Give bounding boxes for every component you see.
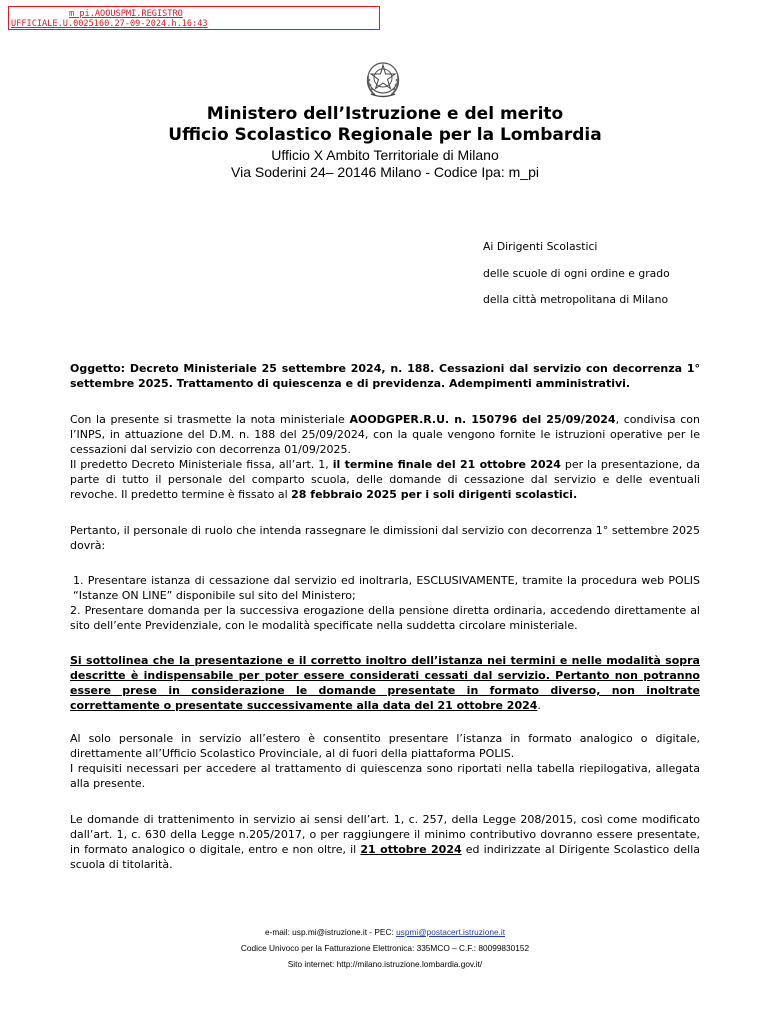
- step-item: 1. Presentare istanza di cessazione dal servizio ed inoltrarla, ESCLUSIVAMENTE, tramite la procedura web POLIS “Istanze ON LINE” disponibile sul sito del Ministero;: [73, 574, 700, 602]
- retention-deadline: 21 ottobre 2024: [360, 843, 462, 856]
- deadline-text: per la presentazione, da parte di tutto il personale del comparto scuola, delle domande di cessazione dal servizio e delle eventuali revoche. Il predetto termine è fissato al: [70, 458, 700, 501]
- requirements-text: I requisiti necessari per accedere al trattamento di quiescenza sono riportati nella tabella riepilogativa, allegata alla presente.: [70, 762, 700, 790]
- recipient-line: Ai Dirigenti Scolastici: [483, 240, 598, 253]
- page-footer: [0, 924, 770, 972]
- protocol-stamp: [8, 6, 380, 30]
- step-item: 2. Presentare domanda per la successiva erogazione della pensione diretta ordinaria, accedendo direttamente al sito dell’ente Previdenziale, con le modalità specificate nella suddetta circolare ministeriale.: [70, 604, 700, 632]
- department-name: Ufficio X Ambito Territoriale di Milano: [271, 147, 499, 163]
- subject-line: Oggetto: Decreto Ministeriale 25 settembre 2024, n. 188. Cessazioni dal servizio con decorrenza 1° settembre 2025. Trattamento di quiescenza e di previdenza. Adempimenti amministrativi.: [70, 362, 700, 390]
- abroad-paragraph: [70, 731, 700, 791]
- contact-line: [0, 924, 770, 940]
- note-reference: AOODGPER.R.U. n. 150796 del 25/09/2024: [349, 413, 616, 426]
- intro-text: Con la presente si trasmette la nota ministeriale: [70, 413, 350, 426]
- deadline-text: Il predetto Decreto Ministeriale fissa, all’art. 1,: [70, 458, 333, 471]
- website-line: Sito internet: http://milano.istruzione.lombardia.gov.it/: [287, 959, 483, 969]
- letterhead-title: [0, 104, 770, 146]
- protocol-line-2: UFFICIALE.U.0025160.27-09-2024.h.16:43: [11, 19, 208, 29]
- deadline-highlight: il termine finale del 21 ottobre 2024: [332, 458, 561, 471]
- warning-paragraph: Si sottolinea che la presentazione e il corretto inoltro dell’istanza nei termini e nelle modalità sopra descritte è indispensabile per poter essere considerati cessati dal servizio. Pertanto non potranno essere prese in considerazione le domande presentate in formato diverso, non inoltrate correttamente o presentate successivamente alla data del 21 ottobre 2024.: [70, 654, 700, 712]
- recipients-block: [483, 234, 670, 314]
- office-address: Via Soderini 24– 20146 Milano - Codice Ipa: m_pi: [231, 164, 539, 180]
- retention-text: ed indirizzate al Dirigente Scolastico della scuola di titolarità.: [70, 843, 700, 871]
- regional-office-name: Ufficio Scolastico Regionale per la Lombardia: [168, 125, 602, 145]
- recipient-line: della città metropolitana di Milano: [483, 293, 669, 306]
- protocol-line-1: m_pi.AOOUSPMI.REGISTRO: [69, 9, 183, 19]
- ministry-name: Ministero dell’Istruzione e del merito: [206, 104, 564, 124]
- email-text: e-mail: usp.mi@istruzione.it - PEC:: [264, 927, 397, 937]
- intro-text: , condivisa con l’INPS, in attuazione del D.M. n. 188 del 25/09/2024, con la quale vengono fornite le istruzioni operative per le cessazioni dal servizio con decorrenza 01/09/2025.: [70, 413, 700, 456]
- retention-text: Le domande di trattenimento in servizio ai sensi dell’art. 1, c. 257, della Legge 208/2015, così come modificato dall’art. 1, c. 630 della Legge n.205/2017, o per raggiungere il minimo contributivo dovranno essere presentate, in formato analogico o digitale, entro e non oltre, il: [70, 813, 700, 856]
- executives-deadline: 28 febbraio 2025 per i soli dirigenti scolastici.: [291, 488, 578, 501]
- recipient-line: delle scuole di ogni ordine e grado: [483, 266, 670, 280]
- pec-link[interactable]: uspmi@postacert.istruzione.it: [396, 927, 506, 937]
- italian-republic-emblem-icon: [363, 58, 403, 100]
- intro-paragraph: [70, 412, 700, 502]
- steps-list: [70, 573, 700, 633]
- warning-text: Si sottolinea che la presentazione e il corretto inoltro dell’istanza nei termini e nelle modalità sopra descritte è indispensabile per poter essere considerati cessati dal servizio. Pertanto non potranno essere prese in considerazione le domande presentate in formato diverso, non inoltrate correttamente o presentate successivamente alla data del 21 ottobre 2024: [70, 654, 700, 712]
- letterhead-subtitle: [0, 147, 770, 181]
- instructions-intro: Pertanto, il personale di ruolo che intenda rassegnare le dimissioni dal servizio con decorrenza 1° settembre 2025 dovrà:: [70, 524, 700, 552]
- retention-paragraph: [70, 812, 700, 872]
- abroad-text: Al solo personale in servizio all’estero è consentito presentare l’istanza in formato analogico o digitale, direttamente all’Ufficio Scolastico Provinciale, al di fuori della piattaforma POLIS.: [70, 732, 700, 760]
- billing-line: Codice Univoco per la Fatturazione Elettronica: 335MCO – C.F.: 80099830152: [240, 943, 530, 953]
